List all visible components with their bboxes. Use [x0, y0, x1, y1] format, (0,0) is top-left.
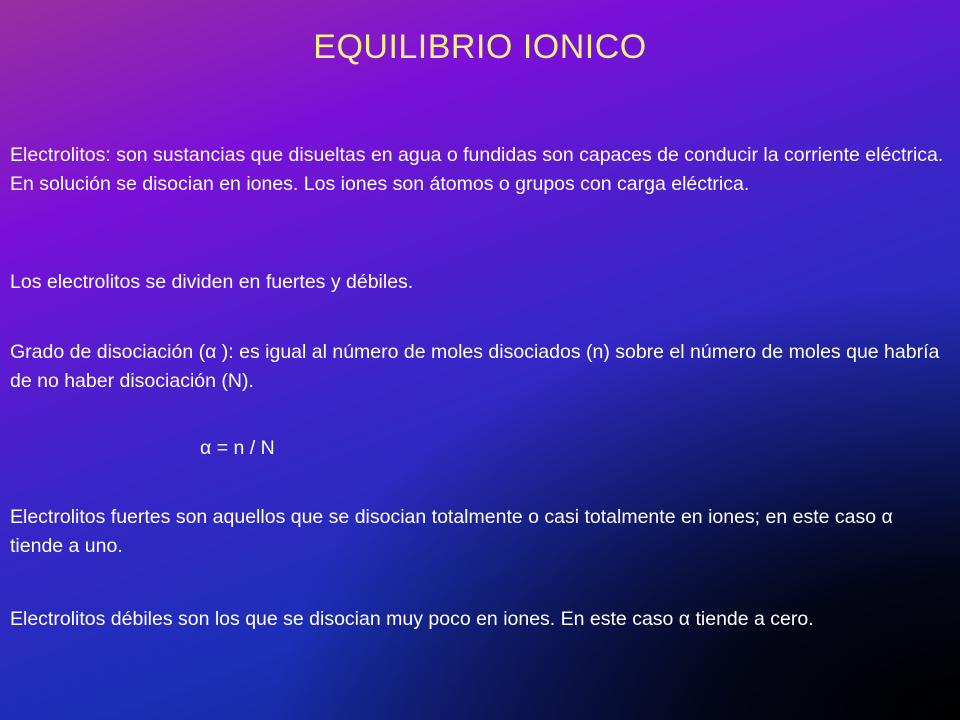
paragraph-clasificacion: Los electrolitos se dividen en fuertes y débiles.: [10, 271, 414, 293]
formula-alpha: α = n / N: [200, 437, 275, 459]
paragraph-electrolitos-fuertes: Electrolitos fuertes son aquellos que se disocian totalmente o casi totalmente en iones; en este caso α tiende a uno.: [10, 506, 893, 557]
paragraph-grado-disociacion: Grado de disociación (α ): es igual al número de moles disociados (n) sobre el número de moles que habría de no haber disociación (N).: [10, 341, 940, 392]
paragraph-electrolitos-debiles: Electrolitos débiles son los que se disocian muy poco en iones. En este caso α tiende a cero.: [10, 608, 814, 630]
paragraph-electrolitos-definition: Electrolitos: son sustancias que disueltas en agua o fundidas son capaces de conducir la corriente eléctrica. En solución se disocian en iones. Los iones son átomos o grupos con carga eléctrica.: [10, 144, 944, 195]
slide-title: EQUILIBRIO IONICO: [313, 28, 647, 66]
